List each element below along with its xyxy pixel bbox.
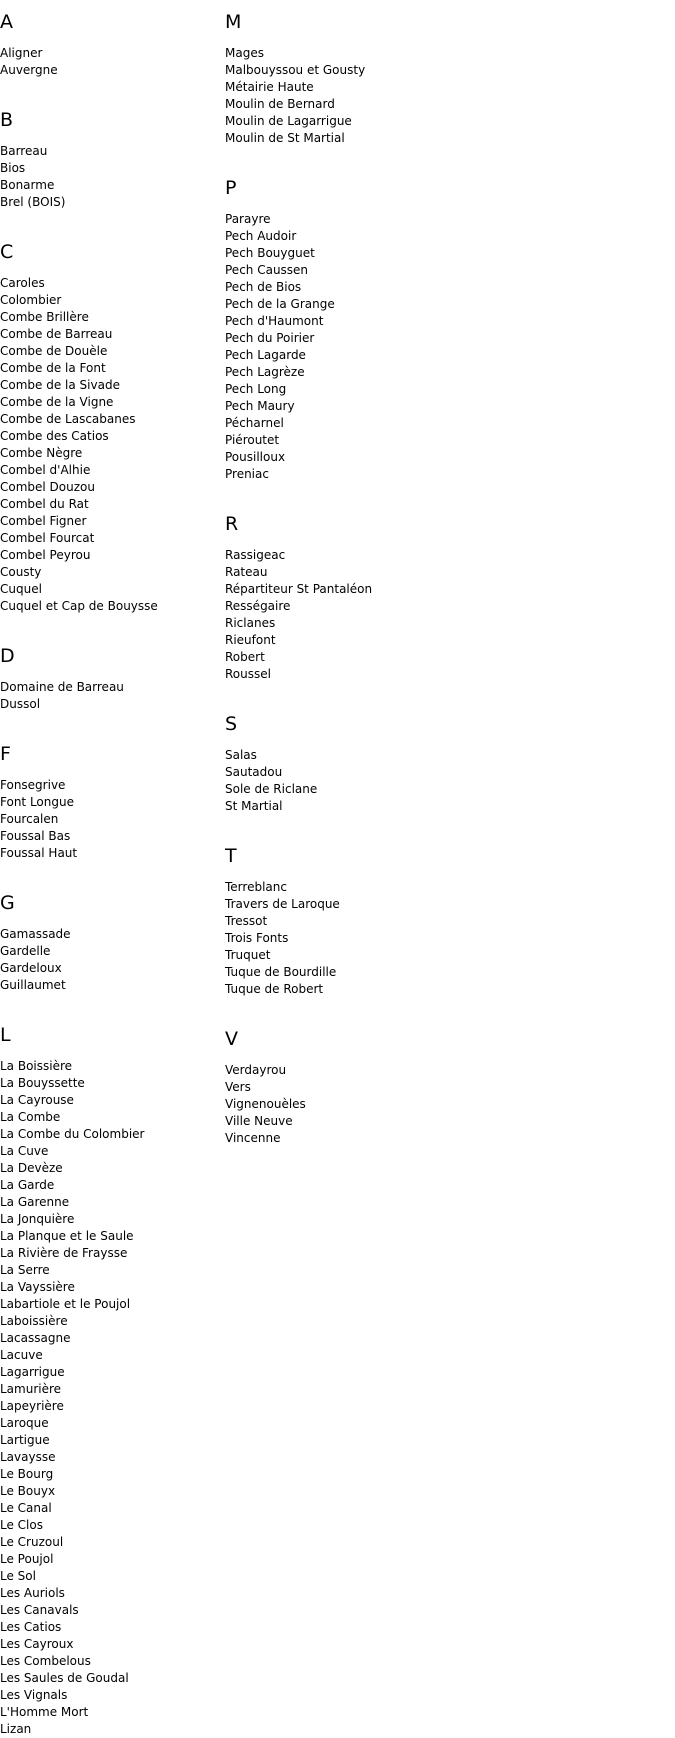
- place-name: Pousilloux: [225, 450, 286, 464]
- group-spacer: [0, 79, 220, 106]
- place-list: [0, 143, 220, 211]
- place-name: L'Homme Mort: [0, 1705, 89, 1719]
- place-name: La Serre: [0, 1263, 50, 1277]
- place-name: Le Poujol: [0, 1552, 54, 1566]
- place-list: [225, 45, 485, 147]
- place-name: La Combe: [0, 1110, 61, 1124]
- place-name: Pécharnel: [225, 416, 284, 430]
- place-name: Le Bourg: [0, 1467, 54, 1481]
- place-name: Pech Maury: [225, 399, 295, 413]
- place-name: Roussel: [225, 667, 271, 681]
- place-name: Laboissière: [0, 1314, 68, 1328]
- place-name: Aligner: [0, 46, 43, 60]
- place-name: Gardeloux: [0, 961, 62, 975]
- letter-heading: R: [225, 513, 239, 535]
- letter-group: [225, 710, 485, 842]
- place-name: Combe de Lascabanes: [0, 412, 136, 426]
- place-name: Répartiteur St Pantaléon: [225, 582, 373, 596]
- place-name: La Cayrouse: [0, 1093, 74, 1107]
- place-name: Cuquel: [0, 582, 42, 596]
- letter-group: [0, 8, 220, 106]
- place-name: Moulin de Lagarrigue: [225, 114, 352, 128]
- letter-group: [0, 889, 220, 1021]
- place-name: Vignenouèles: [225, 1097, 306, 1111]
- place-name: Laroque: [0, 1416, 49, 1430]
- place-name: La Devèze: [0, 1161, 63, 1175]
- group-spacer: [225, 998, 485, 1025]
- place-name: Dussol: [0, 697, 41, 711]
- place-name: Truquet: [225, 948, 271, 962]
- place-name: Preniac: [225, 467, 269, 481]
- place-name: Verdayrou: [225, 1063, 287, 1077]
- place-name: La Garenne: [0, 1195, 70, 1209]
- place-name: Gamassade: [0, 927, 71, 941]
- place-name: Labartiole et le Poujol: [0, 1297, 131, 1311]
- letter-heading: A: [0, 11, 13, 33]
- letter-group: [0, 1021, 220, 1738]
- place-name: Parayre: [225, 212, 271, 226]
- place-name: La Bouyssette: [0, 1076, 85, 1090]
- place-name: Les Combelous: [0, 1654, 91, 1668]
- place-name: Colombier: [0, 293, 62, 307]
- place-name: Lacuve: [0, 1348, 43, 1362]
- letter-heading: S: [225, 713, 238, 735]
- place-name: Lapeyrière: [0, 1399, 64, 1413]
- letter-group: [225, 1025, 485, 1147]
- place-name: Pech Lagrèze: [225, 365, 305, 379]
- place-name: St Martial: [225, 799, 283, 813]
- place-list: [0, 275, 220, 615]
- group-spacer: [0, 994, 220, 1021]
- place-name: Les Canavals: [0, 1603, 79, 1617]
- place-name: Les Cayroux: [0, 1637, 74, 1651]
- place-name: Salas: [225, 748, 257, 762]
- place-name: Tressot: [225, 914, 268, 928]
- place-list: [0, 777, 220, 862]
- index-column-right: [225, 8, 485, 1147]
- place-name: Trois Fonts: [225, 931, 289, 945]
- place-name: Foussal Bas: [0, 829, 71, 843]
- place-name: Fourcalen: [0, 812, 59, 826]
- place-list: [0, 45, 220, 79]
- place-name: Pech Bouyguet: [225, 246, 315, 260]
- place-name: Foussal Haut: [0, 846, 78, 860]
- index-column-left: [0, 8, 220, 1738]
- place-name: Combe des Catios: [0, 429, 109, 443]
- place-name: Guillaumet: [0, 978, 66, 992]
- place-name: Combel du Rat: [0, 497, 89, 511]
- place-name: Le Sol: [0, 1569, 36, 1583]
- place-name: Lamurière: [0, 1382, 62, 1396]
- place-list: [225, 747, 485, 815]
- place-name: Sautadou: [225, 765, 283, 779]
- place-name: Le Bouyx: [0, 1484, 56, 1498]
- place-name: Bios: [0, 161, 26, 175]
- place-name: Mages: [225, 46, 264, 60]
- letter-heading: L: [0, 1024, 11, 1046]
- place-name: Tuque de Bourdille: [225, 965, 337, 979]
- letter-heading: T: [225, 845, 237, 867]
- place-name: Les Saules de Goudal: [0, 1671, 129, 1685]
- place-name: Cuquel et Cap de Bouysse: [0, 599, 158, 613]
- place-name: Pech de Bios: [225, 280, 302, 294]
- letter-group: [0, 238, 220, 642]
- letter-heading: M: [225, 11, 242, 33]
- place-name: Combe de la Font: [0, 361, 106, 375]
- place-name: Riclanes: [225, 616, 276, 630]
- place-name: Combe de la Sivade: [0, 378, 120, 392]
- group-spacer: [225, 483, 485, 510]
- place-name: Sole de Riclane: [225, 782, 318, 796]
- place-name: Vers: [225, 1080, 251, 1094]
- place-name: Lizan: [0, 1722, 32, 1736]
- place-name: La Jonquière: [0, 1212, 75, 1226]
- place-name: Lartigue: [0, 1433, 50, 1447]
- place-name: Rateau: [225, 565, 268, 579]
- place-name: Fonsegrive: [0, 778, 66, 792]
- group-spacer: [0, 713, 220, 740]
- letter-heading: F: [0, 743, 11, 765]
- place-name: Lavaysse: [0, 1450, 56, 1464]
- place-name: Terreblanc: [225, 880, 287, 894]
- place-name: Combe de Douèle: [0, 344, 108, 358]
- place-name: Le Clos: [0, 1518, 43, 1532]
- place-name: Pech Lagarde: [225, 348, 306, 362]
- group-spacer: [0, 211, 220, 238]
- place-list: [225, 879, 485, 998]
- place-list: [225, 547, 485, 683]
- letter-group: [0, 740, 220, 889]
- place-name: Ville Neuve: [225, 1114, 293, 1128]
- place-name: Combel Peyrou: [0, 548, 91, 562]
- place-name: Le Canal: [0, 1501, 52, 1515]
- place-list: [0, 1058, 220, 1738]
- letter-heading: P: [225, 177, 237, 199]
- place-name: Rieufont: [225, 633, 276, 647]
- letter-group: [0, 106, 220, 238]
- place-name: Pech Audoir: [225, 229, 297, 243]
- letter-heading: B: [0, 109, 14, 131]
- place-name: La Garde: [0, 1178, 55, 1192]
- place-name: Les Vignals: [0, 1688, 68, 1702]
- place-name: Bonarme: [0, 178, 55, 192]
- place-name: Métairie Haute: [225, 80, 314, 94]
- place-name: Moulin de St Martial: [225, 131, 345, 145]
- place-name: Le Cruzoul: [0, 1535, 64, 1549]
- place-name: Tuque de Robert: [225, 982, 324, 996]
- place-name: Malbouyssou et Gousty: [225, 63, 366, 77]
- place-name: La Boissière: [0, 1059, 73, 1073]
- place-name: Pech de la Grange: [225, 297, 335, 311]
- place-name: Combe Nègre: [0, 446, 83, 460]
- place-name: Brel (BOIS): [0, 195, 66, 209]
- place-name: Pech Caussen: [225, 263, 309, 277]
- letter-heading: C: [0, 241, 14, 263]
- place-list: [0, 926, 220, 994]
- place-name: Travers de Laroque: [225, 897, 340, 911]
- group-spacer: [225, 683, 485, 710]
- letter-group: [225, 174, 485, 510]
- group-spacer: [0, 615, 220, 642]
- place-name: Combel d'Alhie: [0, 463, 91, 477]
- letter-group: [225, 8, 485, 174]
- place-name: Rességaire: [225, 599, 291, 613]
- place-name: Rassigeac: [225, 548, 286, 562]
- place-name: Combe Brillère: [0, 310, 89, 324]
- place-name: La Rivière de Fraysse: [0, 1246, 128, 1260]
- place-name: Caroles: [0, 276, 45, 290]
- place-name: Cousty: [0, 565, 42, 579]
- place-name: La Combe du Colombier: [0, 1127, 145, 1141]
- place-name: Moulin de Bernard: [225, 97, 335, 111]
- place-name: La Vayssière: [0, 1280, 75, 1294]
- place-list: [225, 1062, 485, 1147]
- group-spacer: [0, 862, 220, 889]
- letter-heading: V: [225, 1028, 238, 1050]
- place-list: [0, 679, 220, 713]
- place-name: Combel Figner: [0, 514, 87, 528]
- letter-heading: D: [0, 645, 15, 667]
- group-spacer: [225, 147, 485, 174]
- place-name: Barreau: [0, 144, 48, 158]
- place-name: Piéroutet: [225, 433, 280, 447]
- letter-group: [0, 642, 220, 740]
- letter-group: [225, 842, 485, 1025]
- place-name: Lacassagne: [0, 1331, 71, 1345]
- place-name: Combe de la Vigne: [0, 395, 114, 409]
- place-name: Combel Fourcat: [0, 531, 95, 545]
- place-name: La Planque et le Saule: [0, 1229, 134, 1243]
- letter-group: [225, 510, 485, 710]
- place-name: Lagarrigue: [0, 1365, 65, 1379]
- letter-heading: G: [0, 892, 15, 914]
- place-name: Les Catios: [0, 1620, 62, 1634]
- place-name: Vincenne: [225, 1131, 281, 1145]
- place-name: La Cuve: [0, 1144, 49, 1158]
- place-name: Domaine de Barreau: [0, 680, 124, 694]
- place-name: Gardelle: [0, 944, 51, 958]
- group-spacer: [225, 815, 485, 842]
- place-name: Pech d'Haumont: [225, 314, 324, 328]
- place-name: Les Auriols: [0, 1586, 65, 1600]
- place-list: [225, 211, 485, 483]
- place-name: Font Longue: [0, 795, 74, 809]
- place-name: Pech du Poirier: [225, 331, 315, 345]
- place-name: Auvergne: [0, 63, 58, 77]
- place-name: Robert: [225, 650, 265, 664]
- place-name: Combe de Barreau: [0, 327, 113, 341]
- place-name: Combel Douzou: [0, 480, 95, 494]
- place-name: Pech Long: [225, 382, 287, 396]
